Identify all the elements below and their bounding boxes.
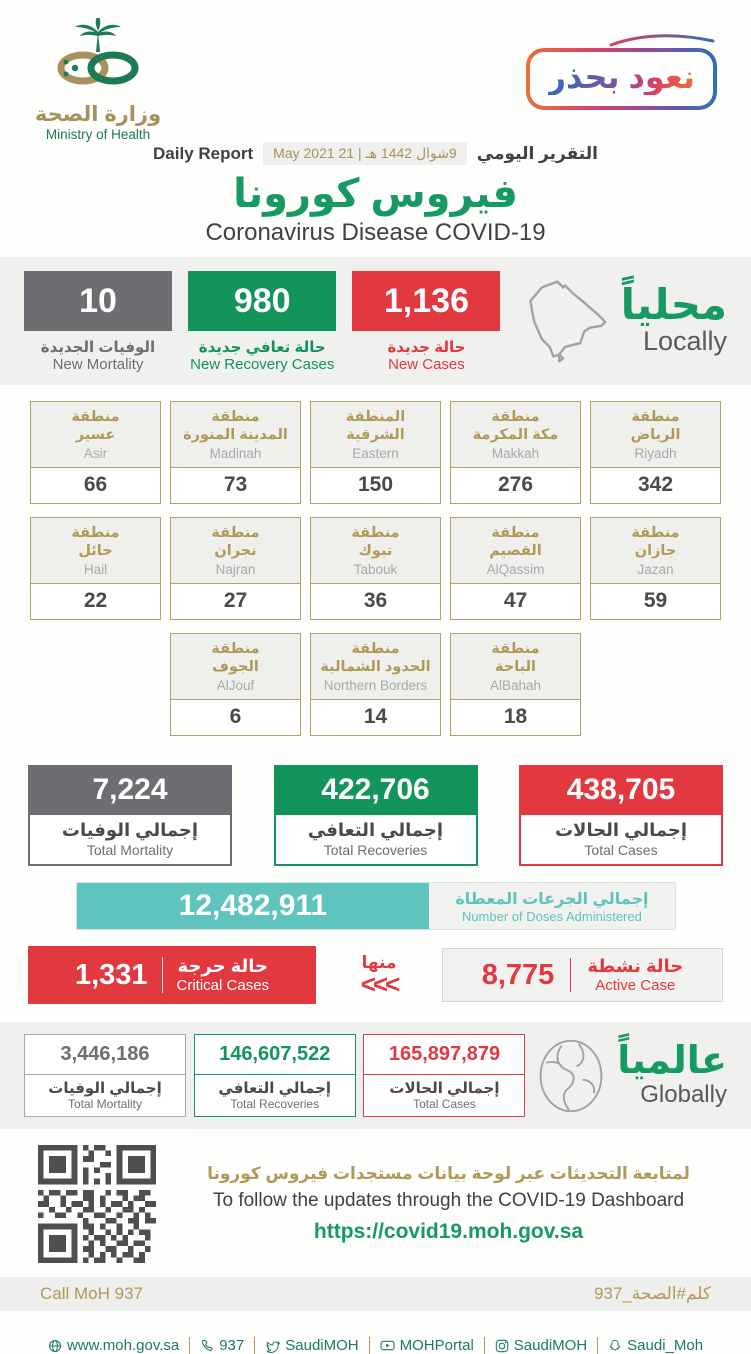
report-line <box>0 142 751 165</box>
total-mortality: 7,224 إجمالي الوفيات Total Mortality <box>28 765 232 866</box>
region-card-asir: منطقة عسير Asir 66 <box>30 401 161 504</box>
new-recoveries-label-en: New Recovery Cases <box>190 356 335 374</box>
region-card-madinah: منطقة المدينة المنورة Madinah 73 <box>170 401 301 504</box>
new-cases-label-ar: حالة جديدة <box>387 339 466 357</box>
region-card-northern-borders: منطقة الحدود الشمالية Northern Borders 14 <box>310 633 441 736</box>
globe-icon <box>533 1036 609 1116</box>
twitter-icon <box>265 1339 280 1353</box>
totals-row <box>0 749 751 866</box>
call-moh-en: Call MoH 937 <box>40 1284 143 1304</box>
daily-report-label-en: Daily Report <box>153 143 254 163</box>
region-card-najran: منطقة نجران Najran 27 <box>170 517 301 620</box>
total-cases: 438,705 إجمالي الحالات Total Cases <box>519 765 723 866</box>
region-value: 73 <box>223 473 248 497</box>
instagram-icon <box>495 1339 509 1353</box>
doses-label-en: Number of Doses Administered <box>461 908 642 924</box>
region-value: 47 <box>503 589 528 613</box>
footer-item-instagram[interactable]: SaudiMOH <box>484 1337 597 1354</box>
new-cases-label-en: New Cases <box>388 356 465 374</box>
globe-icon <box>48 1339 62 1353</box>
region-row-3 <box>30 633 721 736</box>
globally-section <box>0 1022 751 1129</box>
new-mortality-stat <box>24 271 172 373</box>
globally-heading-ar: عالمياً <box>617 1040 727 1083</box>
region-value: 276 <box>497 473 534 497</box>
region-card-makkah: منطقة مكة المكرمة Makkah 276 <box>450 401 581 504</box>
logo-english-name: Ministry of Health <box>45 127 151 143</box>
region-value: 66 <box>83 473 108 497</box>
palm-tree-icon <box>75 18 121 52</box>
saudi-map-icon <box>517 271 613 369</box>
dashboard-url-link[interactable]: https://covid19.moh.gov.sa <box>313 1220 584 1244</box>
dashboard-note-en: To follow the updates through the COVID-19 Dashboard <box>212 1190 685 1212</box>
locally-heading-group <box>517 271 727 369</box>
footer-item-twitter[interactable]: SaudiMOH <box>254 1337 368 1354</box>
total-recoveries: 422,706 إجمالي التعافي Total Recoveries <box>274 765 478 866</box>
critical-cases-value: 1,331 <box>74 958 148 991</box>
region-value: 150 <box>357 473 394 497</box>
region-row-1 <box>30 401 721 504</box>
doses-value: 12,482,911 <box>77 883 430 929</box>
snapchat-icon <box>608 1339 622 1353</box>
left-arrows-icon: <<< <box>360 969 398 1000</box>
region-card-riyadh: منطقة الرياض Riyadh 342 <box>590 401 721 504</box>
new-mortality-value: 10 <box>24 271 172 331</box>
moh-logo <box>28 18 168 142</box>
region-card-aljouf: منطقة الجوف AlJouf 6 <box>170 633 301 736</box>
report-date: 9شوال 1442 هـ | 21 May 2021 <box>263 142 467 165</box>
footer-social-bar <box>0 1337 751 1354</box>
region-value: 22 <box>83 589 108 613</box>
region-card-albahah: منطقة الباحة AlBahah 18 <box>450 633 581 736</box>
badge-swoosh-icon <box>607 32 717 48</box>
new-cases-stat <box>352 271 500 373</box>
footer-item-phone[interactable]: 937 <box>189 1337 254 1354</box>
region-row-2 <box>30 517 721 620</box>
phone-icon <box>200 1339 214 1353</box>
badge-text: نعود بحذر <box>530 52 713 106</box>
page-title-english: Coronavirus Disease COVID-19 <box>205 219 546 247</box>
locally-section <box>0 257 751 385</box>
call-moh-band <box>0 1277 751 1311</box>
active-cases-box: 8,775 حالة نشطة Active Case <box>442 948 723 1002</box>
page-title-arabic: فيروس كورونا <box>233 172 518 217</box>
divider <box>162 957 163 993</box>
new-cases-value: 1,136 <box>352 271 500 331</box>
new-mortality-label-en: New Mortality <box>52 356 144 374</box>
region-value: 36 <box>363 589 388 613</box>
footer-item-youtube[interactable]: MOHPortal <box>369 1337 484 1354</box>
new-recoveries-stat <box>188 271 336 373</box>
global-total-cases: 165,897,879 إجمالي الحالات Total Cases <box>363 1034 525 1117</box>
locally-heading-en: Locally <box>642 326 727 357</box>
moh-logo-icon <box>39 18 157 104</box>
doses-administered-bar <box>76 882 676 930</box>
new-mortality-label-ar: الوفيات الجديدة <box>40 339 156 357</box>
global-total-mortality: 3,446,186 إجمالي الوفيات Total Mortality <box>24 1034 186 1117</box>
locally-heading-ar: محلياً <box>620 281 727 329</box>
critical-cases-box: 1,331 حالة حرجة Critical Cases <box>28 946 316 1004</box>
return-with-caution-badge <box>526 32 717 110</box>
regions-grid <box>0 385 751 736</box>
region-card-tabouk: منطقة تبوك Tabouk 36 <box>310 517 441 620</box>
region-value: 14 <box>363 705 388 729</box>
region-card-alqassim: منطقة القصيم AlQassim 47 <box>450 517 581 620</box>
region-card-hail: منطقة حائل Hail 22 <box>30 517 161 620</box>
new-recoveries-value: 980 <box>188 271 336 331</box>
globally-heading-group <box>533 1036 727 1116</box>
dashboard-section <box>0 1129 751 1263</box>
footer-item-snapchat[interactable]: Saudi_Moh <box>597 1337 713 1354</box>
dashboard-note-ar: لمتابعة التحديثات عبر لوحة بيانات مستجدات فيروس كورونا <box>207 1164 690 1184</box>
global-total-recoveries: 146,607,522 إجمالي التعافي Total Recoveries <box>194 1034 356 1117</box>
doses-label-ar: إجمالي الجرعات المعطاة <box>455 890 649 908</box>
active-cases-value: 8,775 <box>481 958 555 991</box>
daily-report-label-ar: التقرير اليومي <box>476 143 598 163</box>
region-value: 27 <box>223 589 248 613</box>
region-value: 18 <box>503 705 528 729</box>
footer-item-website[interactable]: www.moh.gov.sa <box>38 1337 189 1354</box>
region-value: 59 <box>643 589 668 613</box>
region-card-jazan: منطقة جازان Jazan 59 <box>590 517 721 620</box>
region-card-eastern: المنطقة الشرقية Eastern 150 <box>310 401 441 504</box>
youtube-icon <box>380 1339 395 1352</box>
region-value: 342 <box>637 473 674 497</box>
qr-code <box>38 1145 156 1263</box>
logo-arabic-name: وزارة الصحة <box>34 103 162 126</box>
new-recoveries-label-ar: حالة تعافي جديدة <box>198 339 326 357</box>
region-value: 6 <box>229 705 242 729</box>
divider <box>570 958 571 992</box>
critical-active-row <box>0 930 751 1004</box>
of-which-indicator: منها <<< <box>334 953 424 996</box>
globally-heading-en: Globally <box>640 1081 727 1109</box>
call-moh-ar-hashtag: كلم#الصحة_937 <box>593 1284 711 1304</box>
header <box>0 0 751 142</box>
